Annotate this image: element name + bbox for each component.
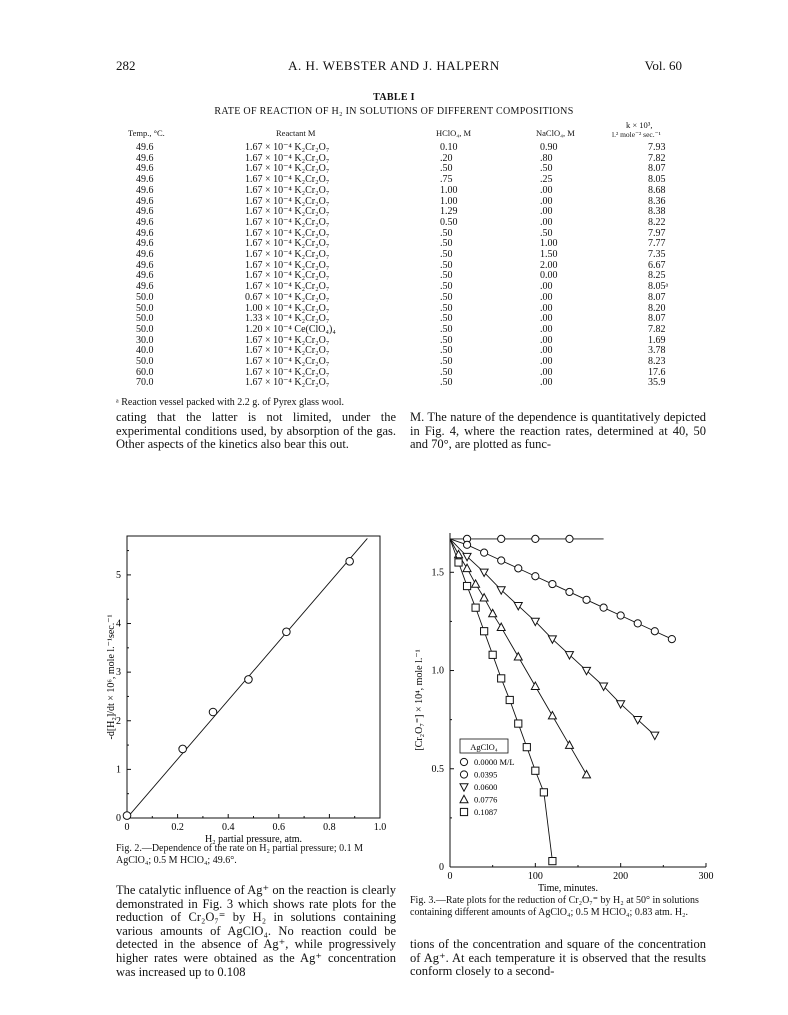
- data-point: [498, 535, 505, 542]
- table-cell: .50: [440, 345, 453, 357]
- data-point: [463, 564, 471, 571]
- data-point: [583, 770, 591, 777]
- x-tick-label: 0.8: [323, 822, 336, 833]
- data-point: [548, 712, 556, 719]
- table-cell: 8.36: [648, 195, 666, 207]
- data-point: [455, 559, 462, 566]
- table-cell: 30.0: [136, 334, 154, 346]
- table-cell: 1.67 × 10⁻⁴ K₂Cr₂O₇: [245, 163, 330, 175]
- legend-label: 0.0000 M/L: [474, 757, 515, 767]
- table-cell: 0.10: [440, 142, 458, 153]
- table-cell: 1.00: [440, 184, 458, 196]
- table-cell: 49.6: [136, 249, 154, 260]
- table-cell: .50: [440, 334, 453, 346]
- table-cell: 0.67 × 10⁻⁴ K₂Cr₂O₇: [245, 291, 330, 303]
- legend-entry: [460, 757, 514, 767]
- data-point: [566, 588, 573, 595]
- table-cell: 49.6: [136, 184, 154, 196]
- table-cell: 7.82: [648, 152, 666, 164]
- table-cell: 1.67 × 10⁻⁴ K₂Cr₂O₇: [245, 270, 330, 282]
- data-point: [463, 541, 470, 548]
- x-tick-label: 1.0: [373, 822, 387, 833]
- legend-label: 0.0600: [474, 782, 498, 792]
- legend-label: 0.0776: [474, 794, 498, 805]
- table-cell: .50: [440, 291, 453, 303]
- table-cell: 7.93: [648, 142, 666, 153]
- data-point: [515, 565, 522, 572]
- legend-label: 0.1087: [474, 807, 498, 817]
- table-cell: .00: [540, 206, 553, 218]
- table-row: [0, 356, 788, 367]
- data-point: [480, 594, 488, 601]
- table-cell: 1.67 × 10⁻⁴ K₂Cr₂O₇: [245, 281, 330, 293]
- table-cell: 35.9: [648, 377, 666, 389]
- col-k-units: l.² mole⁻² sec.⁻¹: [612, 130, 661, 139]
- data-point: [515, 720, 522, 727]
- table-cell: 1.67 × 10⁻⁴ K₂Cr₂O₇: [245, 142, 330, 153]
- table-row: [0, 303, 788, 314]
- table-row: [0, 185, 788, 196]
- data-point: [565, 741, 573, 748]
- y-tick-label: 2: [116, 715, 121, 727]
- table-cell: .00: [540, 302, 553, 314]
- table-cell: 1.29: [440, 206, 458, 218]
- table-cell: .25: [540, 174, 553, 186]
- table-cell: 0.90: [540, 142, 558, 153]
- table-row: [0, 249, 788, 260]
- data-point: [481, 628, 488, 635]
- fig3-caption: Fig. 3.—Rate plots for the reduction of Cr₂O₇⁼ by H₂ at 50° in solutions containing different amounts of AgClO₄; 0.5 M HClO₄; 0.83 atm. H₂.: [410, 895, 699, 918]
- table-cell: 1.67 × 10⁻⁴ K₂Cr₂O₇: [245, 216, 330, 228]
- paragraph-left-bottom: The catalytic influence of Ag⁺ on the reaction is clearly demonstrated in Fig. 3 which shows rate plots for the reduction of Cr₂O₇⁼ by H₂ in solutions containing various amounts of AgClO₄. No reaction could be detected in the absence of Ag⁺, while progressively higher rates were obtained as the Ag⁺ concentration was increased up to 0.108: [116, 883, 396, 979]
- table-cell: 49.6: [136, 152, 154, 164]
- data-point: [532, 535, 539, 542]
- table-cell: .00: [540, 281, 553, 293]
- table-cell: 8.38: [648, 206, 666, 218]
- data-point: [123, 812, 131, 820]
- table-cell: 1.50: [540, 249, 558, 260]
- table-cell: 0.50: [440, 216, 458, 228]
- data-point: [460, 784, 468, 791]
- y-tick-label: 0: [439, 862, 444, 873]
- table-cell: 1.33 × 10⁻⁴ K₂Cr₂O₇: [245, 313, 330, 325]
- table-row: [0, 196, 788, 207]
- table-cell: .00: [540, 313, 553, 325]
- data-point: [668, 635, 675, 642]
- table-row: [0, 324, 788, 335]
- x-tick-label: 0.2: [171, 822, 184, 833]
- table-cell: 7.97: [648, 227, 666, 239]
- table-cell: .50: [440, 270, 453, 282]
- table-row: [0, 163, 788, 174]
- table-cell: .75: [440, 174, 453, 186]
- table-cell: 1.00: [440, 195, 458, 207]
- table-cell: 8.20: [648, 302, 666, 314]
- legend-entry: [460, 807, 497, 817]
- data-point: [489, 609, 497, 616]
- data-point: [283, 628, 291, 636]
- table-cell: 1.67 × 10⁻⁴ K₂Cr₂O₇: [245, 334, 330, 346]
- table-row: [0, 238, 788, 249]
- table-cell: .50: [440, 163, 453, 175]
- table-cell: 70.0: [136, 377, 154, 389]
- table-row: [0, 292, 788, 303]
- series-triangle-down: [450, 539, 659, 740]
- data-point: [532, 767, 539, 774]
- data-point: [463, 582, 470, 589]
- table-cell: 8.05ᵃ: [648, 281, 669, 293]
- table-cell: .00: [540, 366, 553, 378]
- data-point: [540, 789, 547, 796]
- table-footnote: ᵃ Reaction vessel packed with 2.2 g. of Pyrex glass wool.: [116, 397, 344, 408]
- table-cell: .50: [440, 227, 453, 239]
- data-point: [523, 744, 530, 751]
- table-cell: 50.0: [136, 323, 154, 335]
- y-axis-label: -d[H₂]/dt × 10⁶, mole l.⁻¹sec.⁻¹: [106, 614, 117, 740]
- table-cell: 8.25: [648, 270, 666, 282]
- series-circle-filled: [450, 535, 604, 542]
- legend-label: 0.0395: [474, 769, 498, 780]
- table-cell: .50: [440, 302, 453, 314]
- table-cell: 49.6: [136, 195, 154, 207]
- table-cell: .00: [540, 195, 553, 207]
- table-cell: 1.67 × 10⁻⁴ K₂Cr₂O₇: [245, 259, 330, 271]
- table-cell: .50: [440, 313, 453, 325]
- data-point: [549, 858, 556, 865]
- table-cell: 50.0: [136, 291, 154, 303]
- table-cell: .80: [540, 152, 553, 164]
- table-cell: 49.6: [136, 206, 154, 218]
- table-row: [0, 367, 788, 378]
- table-cell: .00: [540, 323, 553, 335]
- table-cell: 8.07: [648, 313, 666, 325]
- paragraph-right-top: M. The nature of the dependence is quantitatively depicted in Fig. 4, where the reaction rates, determined at 40, 50 and 70°, are plotted as func-: [410, 410, 706, 452]
- data-point: [460, 795, 468, 802]
- x-tick-label: 0.6: [272, 822, 286, 833]
- y-tick-label: 1.0: [431, 665, 444, 677]
- table-cell: 3.78: [648, 345, 666, 357]
- table-row: [0, 313, 788, 324]
- table-row: [0, 217, 788, 228]
- table-cell: 7.82: [648, 323, 666, 335]
- table-cell: .50: [440, 238, 453, 250]
- table-cell: 1.67 × 10⁻⁴ K₂Cr₂O₇: [245, 238, 330, 250]
- y-tick-label: 3: [116, 667, 121, 679]
- table-row: [0, 377, 788, 388]
- table-cell: 1.67 × 10⁻⁴ K₂Cr₂O₇: [245, 174, 330, 186]
- table-cell: 1.20 × 10⁻⁴ Ce(ClO₄)₄: [245, 323, 336, 335]
- table-cell: 49.6: [136, 259, 154, 271]
- table-cell: .00: [540, 184, 553, 196]
- data-point: [651, 732, 659, 739]
- data-point: [245, 676, 253, 684]
- table-cell: 1.67 × 10⁻⁴ K₂Cr₂O₇: [245, 195, 330, 207]
- legend-entry: [460, 770, 497, 780]
- table-cell: 8.22: [648, 216, 666, 228]
- table-row: [0, 281, 788, 292]
- table-cell: 50.0: [136, 302, 154, 314]
- data-point: [514, 653, 522, 660]
- data-point: [481, 549, 488, 556]
- table-cell: 40.0: [136, 345, 154, 357]
- table-cell: 1.67 × 10⁻⁴ K₂Cr₂O₇: [245, 377, 330, 389]
- series-circle: [450, 539, 675, 643]
- table-cell: 1.00 × 10⁻⁴ K₂Cr₂O₇: [245, 302, 330, 314]
- data-point: [617, 612, 624, 619]
- table-cell: 49.6: [136, 281, 154, 293]
- table-cell: 49.6: [136, 174, 154, 186]
- page-number: 282: [116, 58, 136, 73]
- data-point: [549, 580, 556, 587]
- data-point: [634, 620, 641, 627]
- data-point: [489, 651, 496, 658]
- table-cell: 2.00: [540, 259, 558, 271]
- table-cell: 1.67 × 10⁻⁴ K₂Cr₂O₇: [245, 356, 330, 367]
- table-cell: .50: [440, 377, 453, 389]
- table-cell: 1.67 × 10⁻⁴ K₂Cr₂O₇: [245, 184, 330, 196]
- table-cell: .50: [440, 259, 453, 271]
- x-tick-label: 300: [698, 871, 714, 882]
- table-cell: 49.6: [136, 216, 154, 228]
- y-tick-label: 1.5: [431, 567, 444, 579]
- table-row: [0, 153, 788, 164]
- table-title: RATE OF REACTION OF H₂ IN SOLUTIONS OF DIFFERENT COMPOSITIONS: [214, 106, 574, 117]
- table-cell: 50.0: [136, 313, 154, 325]
- y-tick-label: 1: [116, 764, 121, 776]
- table-cell: 49.6: [136, 270, 154, 282]
- table-cell: 49.6: [136, 163, 154, 175]
- table-row: [0, 228, 788, 239]
- table-row: [0, 260, 788, 271]
- table-cell: .50: [440, 366, 453, 378]
- table-row: [0, 345, 788, 356]
- data-point: [497, 623, 505, 630]
- table-cell: 6.67: [648, 259, 666, 271]
- y-axis-label: [Cr₂O₇⁼] × 10⁴, mole l.⁻¹: [414, 649, 425, 751]
- data-point: [583, 596, 590, 603]
- data-point: [472, 604, 479, 611]
- legend-entry: [460, 782, 497, 792]
- col-k: k × 10³,: [626, 120, 653, 130]
- col-naclo4: NaClO₄, M: [536, 128, 575, 138]
- data-point: [346, 557, 354, 565]
- table-cell: 8.07: [648, 291, 666, 303]
- x-tick-label: 0: [447, 871, 453, 882]
- x-axis-label: Time, minutes.: [538, 883, 598, 894]
- data-point: [179, 745, 187, 753]
- data-point: [460, 771, 467, 778]
- col-temp: Temp., °C.: [128, 128, 165, 138]
- y-tick-label: 0.5: [431, 763, 444, 775]
- table-cell: 7.35: [648, 249, 666, 260]
- table-cell: 1.67 × 10⁻⁴ K₂Cr₂O₇: [245, 249, 330, 260]
- table-cell: 60.0: [136, 366, 154, 378]
- data-point: [498, 557, 505, 564]
- table-cell: 8.68: [648, 184, 666, 196]
- table-cell: .50: [540, 227, 553, 239]
- x-tick-label: 100: [527, 871, 543, 882]
- y-tick-label: 0: [116, 813, 121, 824]
- table-cell: .00: [540, 345, 553, 357]
- data-point: [531, 682, 539, 689]
- data-point: [460, 808, 467, 815]
- table-row: [0, 206, 788, 217]
- legend-title: AgClO₄: [470, 742, 498, 752]
- fig2-caption: Fig. 2.—Dependence of the rate on H₂ partial pressure; 0.1 M AgClO₄; 0.5 M HClO₄; 49.6°.: [116, 843, 364, 866]
- table-row: [0, 174, 788, 185]
- col-hclo4: HClO₄, M: [436, 128, 472, 138]
- table-cell: 50.0: [136, 356, 154, 367]
- data-point: [600, 604, 607, 611]
- table-cell: .50: [440, 281, 453, 293]
- fig3-chart: [408, 525, 714, 895]
- table-cell: .50: [440, 249, 453, 260]
- table-cell: 1.67 × 10⁻⁴ K₂Cr₂O₇: [245, 206, 330, 218]
- volume-label: Vol. 60: [644, 58, 682, 73]
- table-cell: 7.77: [648, 238, 666, 250]
- y-tick-label: 5: [116, 569, 121, 581]
- table-cell: 8.23: [648, 356, 666, 367]
- data-point: [651, 628, 658, 635]
- x-tick-label: 0.4: [221, 822, 235, 833]
- data-point: [506, 696, 513, 703]
- paragraph-left-top: cating that the latter is not limited, under the experimental conditions used, by absorption of the gas. Other aspects of the kinetics also bear this out.: [116, 410, 396, 452]
- fig2-chart: [100, 530, 400, 850]
- table-cell: 1.00: [540, 238, 558, 250]
- table-cell: 1.69: [648, 334, 666, 346]
- table-cell: 1.67 × 10⁻⁴ K₂Cr₂O₇: [245, 152, 330, 164]
- table-cell: 49.6: [136, 227, 154, 239]
- paragraph-right-bottom: tions of the concentration and square of the concentration of Ag⁺. At each temperature it is observed that the results conform closely to a second-: [410, 937, 706, 979]
- table-cell: .50: [440, 356, 453, 367]
- table-cell: 8.05: [648, 174, 666, 186]
- col-reactant: Reactant M: [276, 128, 316, 138]
- table-cell: 1.67 × 10⁻⁴ K₂Cr₂O₇: [245, 366, 330, 378]
- table-cell: .00: [540, 216, 553, 228]
- table-cell: .50: [540, 163, 553, 175]
- y-tick-label: 4: [116, 618, 121, 630]
- data-point: [472, 580, 480, 587]
- x-tick-label: 0: [124, 822, 130, 833]
- running-authors: A. H. WEBSTER AND J. HALPERN: [288, 58, 500, 73]
- table-cell: 0.00: [540, 270, 558, 282]
- legend-entry: [460, 795, 497, 805]
- data-point: [532, 573, 539, 580]
- table-cell: .00: [540, 334, 553, 346]
- plot-frame: [127, 536, 380, 818]
- data-point: [209, 708, 217, 716]
- table-row: [0, 335, 788, 346]
- x-axis-label: H₂ partial pressure, atm.: [204, 834, 303, 845]
- table-row: [0, 270, 788, 281]
- table-cell: .00: [540, 356, 553, 367]
- data-point: [566, 535, 573, 542]
- table-cell: .20: [440, 152, 453, 164]
- table-cell: .00: [540, 377, 553, 389]
- table-cell: .50: [440, 323, 453, 335]
- table-cell: 49.6: [136, 142, 154, 153]
- table-label: TABLE I: [373, 92, 415, 103]
- data-point: [498, 675, 505, 682]
- table-cell: 1.67 × 10⁻⁴ K₂Cr₂O₇: [245, 345, 330, 357]
- table-cell: 49.6: [136, 238, 154, 250]
- x-tick-label: 200: [613, 871, 629, 882]
- table-cell: 17.6: [648, 366, 666, 378]
- table-cell: .00: [540, 291, 553, 303]
- data-point: [460, 758, 467, 765]
- table-cell: 1.67 × 10⁻⁴ K₂Cr₂O₇: [245, 227, 330, 239]
- table-cell: 8.07: [648, 163, 666, 175]
- table-row: [0, 142, 788, 153]
